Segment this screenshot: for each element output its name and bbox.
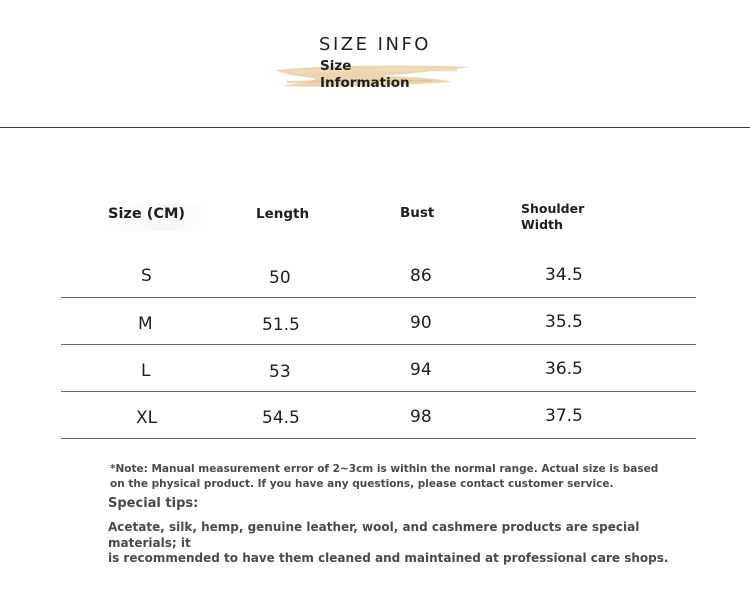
size-cell: XL (136, 408, 158, 428)
column-header-shoulder-width (521, 201, 591, 233)
row-divider (61, 344, 696, 345)
page-title: SIZE INFO (319, 34, 431, 55)
row-divider (61, 297, 696, 298)
special-tips-text (108, 520, 698, 567)
bust-cell: 94 (410, 360, 432, 380)
shoulder-cell: 34.5 (545, 265, 583, 285)
length-cell: 54.5 (262, 408, 300, 428)
column-header-length: Length (256, 206, 310, 222)
length-cell: 51.5 (262, 315, 300, 335)
size-cell: M (138, 314, 153, 334)
size-cell: S (141, 266, 152, 286)
length-cell: 53 (269, 362, 291, 382)
column-header-shoulder-line-1: Shoulder (521, 201, 585, 216)
shoulder-cell: 37.5 (545, 406, 583, 426)
tips-line-2: is recommended to have them cleaned and maintained at professional care shops. (108, 551, 669, 565)
special-tips-heading: Special tips: (108, 496, 199, 511)
column-header-shoulder-line-2: Width (521, 217, 563, 232)
size-cell: L (141, 361, 151, 381)
subtitle-line-1: Size (320, 58, 352, 74)
bust-cell: 90 (410, 313, 432, 333)
page-subtitle (320, 58, 410, 92)
measurement-note (110, 462, 670, 491)
bust-cell: 98 (410, 407, 432, 427)
tips-line-1: Acetate, silk, hemp, genuine leather, wool, and cashmere products are special materials; it (108, 520, 640, 550)
length-cell: 50 (269, 268, 291, 288)
note-line-1: *Note: Manual measurement error of 2~3cm is within the normal range. Actual size is based (110, 463, 659, 475)
subtitle-line-2: Information (320, 75, 410, 91)
shoulder-cell: 36.5 (545, 359, 583, 379)
note-line-2: on the physical product. If you have any questions, please contact customer service. (110, 477, 614, 490)
header-divider (0, 127, 750, 128)
column-header-size: Size (CM) (104, 204, 208, 231)
column-header-bust: Bust (400, 205, 435, 221)
bust-cell: 86 (410, 266, 432, 286)
shoulder-cell: 35.5 (545, 312, 583, 332)
row-divider (61, 391, 696, 392)
row-divider (61, 438, 696, 439)
